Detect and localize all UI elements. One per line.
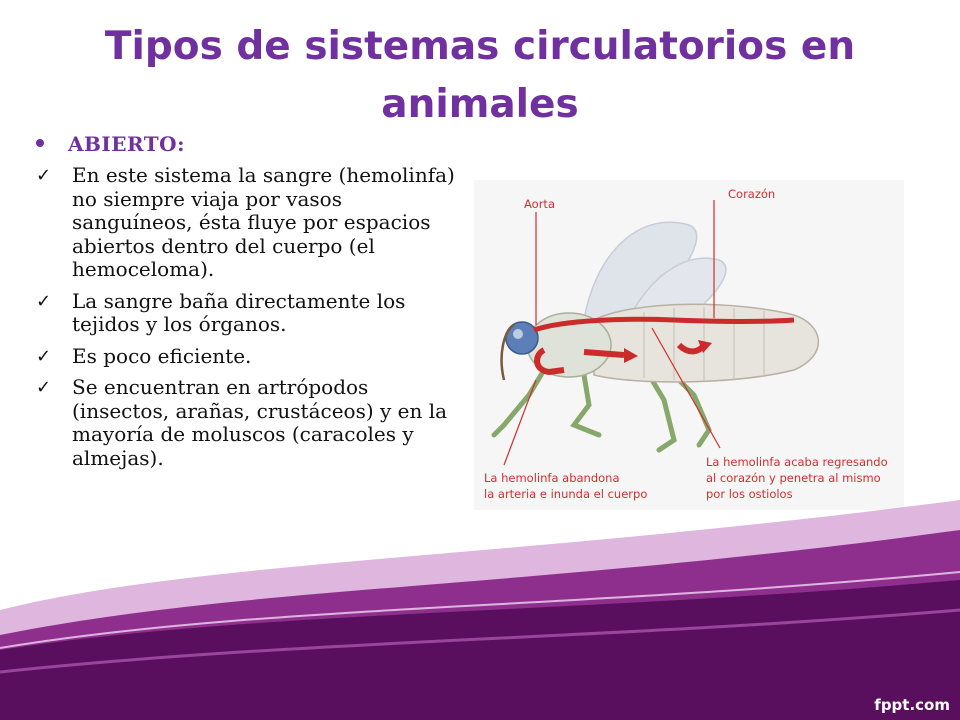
watermark: fppt.com — [874, 696, 950, 714]
label-left-line1: La hemolinfa abandona — [484, 471, 620, 485]
title-line-1: Tipos de sistemas circulatorios en — [104, 24, 856, 69]
checkmark-icon: ✓ — [36, 290, 52, 312]
checkmark-icon: ✓ — [36, 345, 52, 367]
title-line-2: animales — [381, 82, 579, 127]
checkmark-icon: ✓ — [36, 165, 52, 186]
label-right-line1: La hemolinfa acaba regresando — [706, 455, 888, 469]
label-right-line2: al corazón y penetra al mismo — [706, 471, 881, 485]
list-item-text: En este sistema la sangre (hemolinfa) no siempre viaja por vasos sanguíneos, ésta fluye por espacios abiertos dentro del cuerpo (el hemoceloma). — [72, 163, 455, 281]
list-item-text: Es poco eficiente. — [72, 343, 252, 368]
label-right-line3: por los ostiolos — [706, 487, 793, 501]
label-heart: Corazón — [728, 187, 776, 201]
list-item-text: Se encuentran en artrópodos (insectos, arañas, crustáceos) y en la mayoría de moluscos (caracoles y almejas). — [72, 375, 448, 470]
heading-text: ABIERTO: — [68, 132, 185, 156]
list-item-text: La sangre baña directamente los tejidos y los órganos. — [72, 288, 406, 336]
label-aorta: Aorta — [524, 197, 555, 211]
checkmark-icon: ✓ — [36, 377, 52, 398]
label-left-line2: la arteria e inunda el cuerpo — [484, 487, 648, 501]
